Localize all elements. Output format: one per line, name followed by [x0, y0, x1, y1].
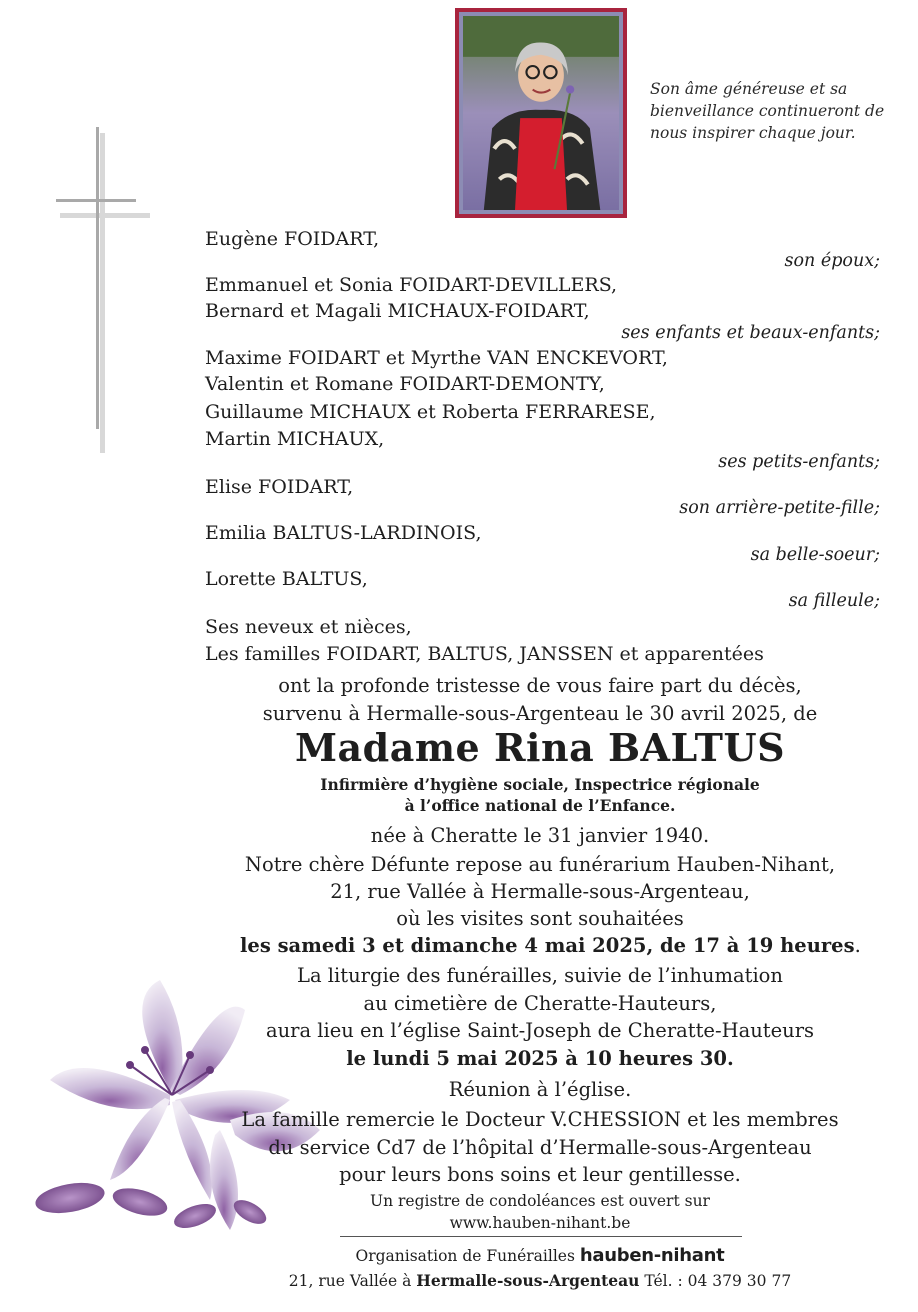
memorial-quote: Son âme généreuse et sa bienveillance continueront de nous inspirer chaque jour.: [650, 80, 885, 142]
funeral-line: aura lieu en l’église Saint-Joseph de Cheratte-Hauteurs: [265, 1019, 815, 1042]
family-relation: sa filleule;: [788, 591, 880, 611]
family-relation: ses petits-enfants;: [718, 452, 880, 472]
family-name: Guillaume MICHAUX et Roberta FERRARESE,: [205, 401, 656, 423]
family-name: Bernard et Magali MICHAUX-FOIDART,: [205, 300, 590, 322]
visitation-dates: les samedi 3 et dimanche 4 mai 2025, de 17 à 19 heures.: [240, 934, 861, 957]
footer-divider: [340, 1236, 742, 1237]
deceased-name: Madame Rina BALTUS: [294, 725, 786, 770]
family-relation: son arrière-petite-fille;: [679, 498, 880, 518]
portrait-image: [463, 16, 619, 210]
family-relation: ses enfants et beaux-enfants;: [621, 323, 880, 343]
thanks-line: du service Cd7 de l’hôpital d’Hermalle-sous-Argenteau: [268, 1136, 812, 1159]
family-relation: son époux;: [784, 251, 880, 271]
visitation-line: 21, rue Vallée à Hermalle-sous-Argenteau,: [330, 880, 750, 903]
family-name: Emilia BALTUS-LARDINOIS,: [205, 522, 482, 544]
register-link[interactable]: www.hauben-nihant.be: [449, 1214, 631, 1232]
funeral-line: La liturgie des funérailles, suivie de l’inhumation: [297, 964, 783, 987]
footer-address: 21, rue Vallée à Hermalle-sous-Argenteau Tél. : 04 379 30 77: [288, 1271, 792, 1290]
visitation-line: où les visites sont souhaitées: [396, 907, 684, 930]
announcement-line: ont la profonde tristesse de vous faire part du décès,: [278, 674, 802, 697]
visitation-line: Notre chère Défunte repose au funérarium Hauben-Nihant,: [244, 853, 836, 876]
family-name: Eugène FOIDART,: [205, 228, 380, 250]
funeral-date: le lundi 5 mai 2025 à 10 heures 30.: [346, 1047, 734, 1070]
family-name: Lorette BALTUS,: [205, 568, 368, 590]
portrait-photo: [455, 8, 627, 218]
family-name: Valentin et Romane FOIDART-DEMONTY,: [205, 373, 605, 395]
profession-line: Infirmière d’hygiène sociale, Inspectrice régionale: [320, 775, 760, 794]
register-note: Un registre de condoléances est ouvert sur: [370, 1192, 710, 1210]
birth-info: née à Cheratte le 31 janvier 1940.: [370, 824, 710, 847]
announcement-line: survenu à Hermalle-sous-Argenteau le 30 avril 2025, de: [262, 702, 818, 725]
family-name: Martin MICHAUX,: [205, 428, 385, 450]
thanks-line: pour leurs bons soins et leur gentillesse.: [339, 1163, 741, 1186]
reunion-note: Réunion à l’église.: [448, 1078, 632, 1101]
footer-organisation: Organisation de Funérailles hauben-nihant: [355, 1245, 725, 1266]
family-name: Les familles FOIDART, BALTUS, JANSSEN et apparentées: [205, 643, 764, 665]
family-relation: sa belle-soeur;: [750, 545, 880, 565]
family-name: Emmanuel et Sonia FOIDART-DEVILLERS,: [205, 274, 618, 296]
profession-line: à l’office national de l’Enfance.: [404, 796, 676, 815]
family-name: Ses neveux et nièces,: [205, 616, 412, 638]
cross-icon: [50, 125, 160, 455]
family-name: Elise FOIDART,: [205, 476, 354, 498]
family-name: Maxime FOIDART et Myrthe VAN ENCKEVORT,: [205, 347, 668, 369]
funeral-line: au cimetière de Cheratte-Hauteurs,: [363, 992, 717, 1015]
thanks-line: La famille remercie le Docteur V.CHESSION et les membres: [241, 1108, 839, 1131]
brand-logo: hauben-nihant: [579, 1245, 725, 1266]
